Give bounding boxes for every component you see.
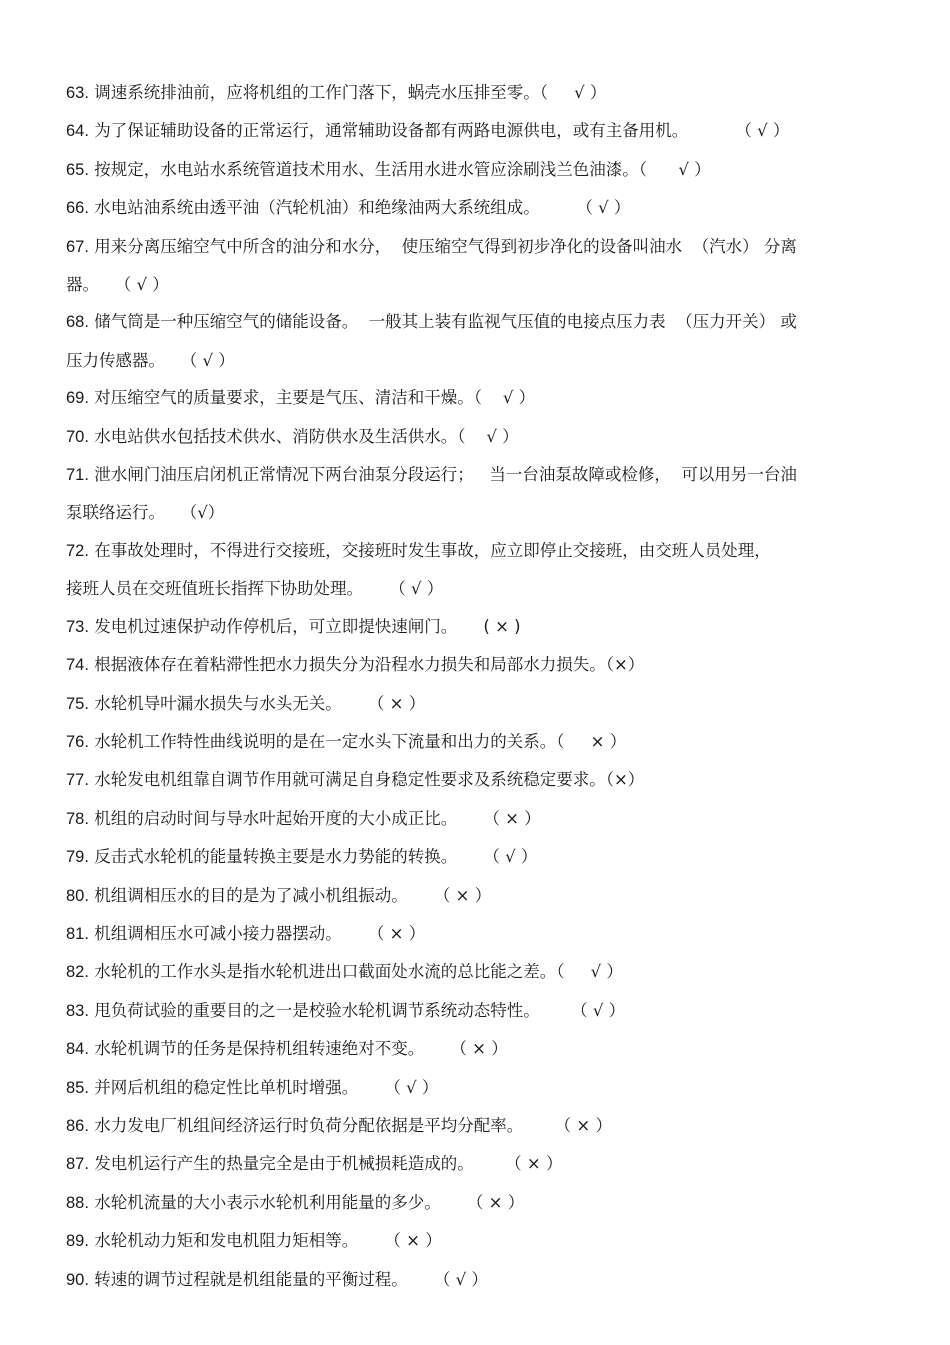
question-number: 77. xyxy=(66,771,89,790)
question-line xyxy=(66,74,878,112)
question-line xyxy=(66,112,878,150)
question-number: 87. xyxy=(66,1155,89,1174)
document-page xyxy=(66,74,878,1299)
question-text: 在事故处理时，不得进行交接班，交接班时发生事故，应立即停止交接班，由交班人员处理， xyxy=(94,540,771,560)
question-number: 73. xyxy=(66,617,89,636)
question-line xyxy=(66,1261,878,1299)
question-text: 水电站油系统由透平油（汽轮机油）和绝缘油两大系统组成。 （ √ ） xyxy=(94,198,631,218)
question-text: 水轮机工作特性曲线说明的是在一定水头下流量和出力的关系。（ × ） xyxy=(94,731,627,751)
question-text: 为了保证辅助设备的正常运行，通常辅助设备都有两路电源供电，或有主备用机。 （ √ ） xyxy=(94,121,790,141)
question-line xyxy=(66,685,878,723)
question-line xyxy=(66,1184,878,1222)
question-number: 79. xyxy=(66,848,89,867)
question-text: 按规定，水电站水系统管道技术用水、生活用水进水管应涂刷浅兰色油漆。（ √ ） xyxy=(94,159,711,179)
question-number: 80. xyxy=(66,886,89,905)
question-text: 甩负荷试验的重要目的之一是校验水轮机调节系统动态特性。 （ √ ） xyxy=(94,1000,626,1020)
question-line xyxy=(66,608,878,646)
question-line xyxy=(66,800,878,838)
question-number: 72. xyxy=(66,541,89,560)
question-number: 90. xyxy=(66,1270,89,1289)
question-number: 68. xyxy=(66,313,89,332)
question-line xyxy=(66,228,878,266)
question-text: 发电机运行产生的热量完全是由于机械损耗造成的。 （ × ） xyxy=(94,1154,563,1174)
question-text: 并网后机组的稳定性比单机时增强。 （ √ ） xyxy=(94,1077,439,1097)
question-number: 75. xyxy=(66,694,89,713)
question-line xyxy=(66,532,878,570)
question-line xyxy=(66,838,878,876)
question-line xyxy=(66,1030,878,1068)
question-continuation-line xyxy=(66,342,878,379)
question-number: 78. xyxy=(66,809,89,828)
question-text: 接班人员在交班值班长指挥下协助处理。 （ √ ） xyxy=(66,579,444,599)
question-text: 调速系统排油前，应将机组的工作门落下，蜗壳水压排至零。（ √ ） xyxy=(94,83,607,102)
question-text: 水轮发电机组靠自调节作用就可满足自身稳定性要求及系统稳定要求。（×） xyxy=(94,770,645,790)
question-continuation-line xyxy=(66,494,878,531)
question-number: 63. xyxy=(66,84,89,102)
question-line xyxy=(66,189,878,227)
question-continuation-line xyxy=(66,266,878,303)
question-line xyxy=(66,723,878,761)
question-line xyxy=(66,379,878,417)
question-text: 压力传感器。 （ √ ） xyxy=(66,350,235,370)
question-text: 水电站供水包括技术供水、消防供水及生活供水。（ √ ） xyxy=(94,426,519,446)
question-text: 对压缩空气的质量要求，主要是气压、清洁和干燥。（ √ ） xyxy=(94,388,536,408)
question-text: 水力发电厂机组间经济运行时负荷分配依据是平均分配率。 （ × ） xyxy=(94,1115,612,1135)
question-number: 89. xyxy=(66,1232,89,1251)
question-number: 67. xyxy=(66,237,89,256)
question-line xyxy=(66,151,878,189)
question-line xyxy=(66,303,878,341)
question-number: 71. xyxy=(66,466,89,485)
question-text: 转速的调节过程就是机组能量的平衡过程。 （ √ ） xyxy=(94,1269,488,1289)
question-text: 储气筒是一种压缩空气的储能设备。 一般其上装有监视气压值的电接点压力表 （压力开关） 或 xyxy=(94,312,797,332)
question-number: 86. xyxy=(66,1116,89,1135)
question-line xyxy=(66,418,878,456)
question-line xyxy=(66,1069,878,1107)
question-number: 70. xyxy=(66,427,89,446)
question-number: 66. xyxy=(66,199,89,218)
question-number: 64. xyxy=(66,122,89,141)
question-number: 69. xyxy=(66,389,89,408)
question-number: 81. xyxy=(66,924,89,943)
question-text: 水轮机的工作水头是指水轮机进出口截面处水流的总比能之差。（ √ ） xyxy=(94,962,623,982)
question-text: 水轮机导叶漏水损失与水头无关。 （ × ） xyxy=(94,693,426,713)
question-line xyxy=(66,1222,878,1260)
question-text: 水轮机调节的任务是保持机组转速绝对不变。 （ × ） xyxy=(94,1039,508,1059)
question-text: 机组调相压水可减小接力器摆动。 （ × ） xyxy=(94,923,426,943)
question-line xyxy=(66,992,878,1030)
question-text: 水轮机流量的大小表示水轮机利用能量的多少。 （ × ） xyxy=(94,1192,525,1212)
question-text: 反击式水轮机的能量转换主要是水力势能的转换。 （ √ ） xyxy=(94,847,538,867)
question-continuation-line xyxy=(66,570,878,607)
question-number: 84. xyxy=(66,1040,89,1059)
question-line xyxy=(66,953,878,991)
question-text: 根据液体存在着粘滞性把水力损失分为沿程水力损失和局部水力损失。（×） xyxy=(94,655,645,675)
question-line xyxy=(66,877,878,915)
question-number: 74. xyxy=(66,656,89,675)
question-line xyxy=(66,1145,878,1183)
question-number: 88. xyxy=(66,1193,89,1212)
question-number: 83. xyxy=(66,1001,89,1020)
question-line xyxy=(66,915,878,953)
question-line xyxy=(66,456,878,494)
question-text: 泄水闸门油压启闭机正常情况下两台油泵分段运行； 当一台油泵故障或检修， 可以用另一台油 xyxy=(94,465,797,485)
question-text: 器。 （ √ ） xyxy=(66,275,169,295)
question-line xyxy=(66,646,878,684)
question-line xyxy=(66,1107,878,1145)
question-text: 机组调相压水的目的是为了减小机组振动。 （ × ） xyxy=(94,885,492,905)
question-line xyxy=(66,761,878,799)
question-text: 机组的启动时间与导水叶起始开度的大小成正比。 （ × ） xyxy=(94,808,541,828)
question-text: 水轮机动力矩和发电机阻力矩相等。 （ × ） xyxy=(94,1231,442,1251)
question-text: 发电机过速保护动作停机后，可立即提快速闸门。 ( × ) xyxy=(94,616,521,636)
question-number: 85. xyxy=(66,1078,89,1097)
question-number: 76. xyxy=(66,732,89,751)
question-text: 用来分离压缩空气中所含的油分和水分， 使压缩空气得到初步净化的设备叫油水 （汽水） 分离 xyxy=(94,236,797,256)
question-number: 82. xyxy=(66,963,89,982)
question-text: 泵联络运行。 （√） xyxy=(66,503,225,523)
question-number: 65. xyxy=(66,160,89,179)
